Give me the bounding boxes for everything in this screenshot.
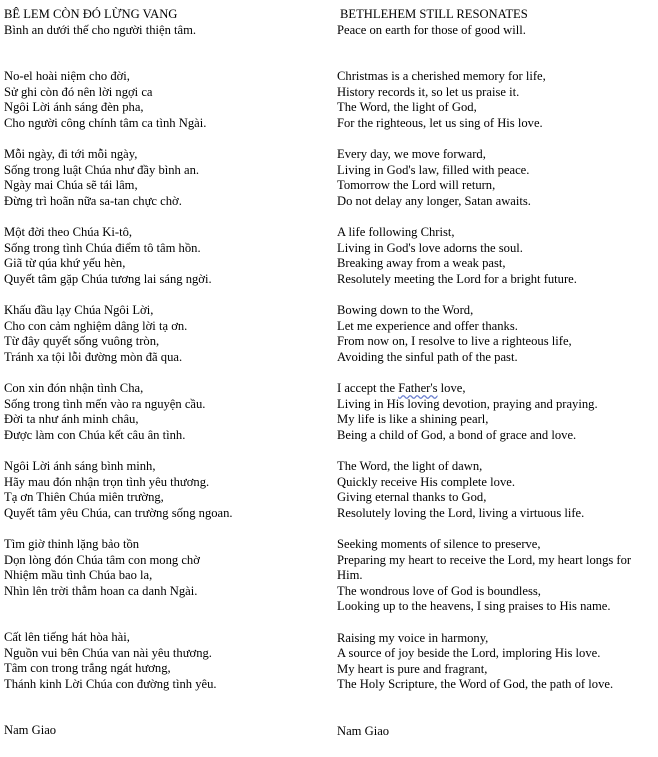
verse-line: A source of joy beside the Lord, imploring His love. — [337, 646, 601, 660]
verse-line: Ngày mai Chúa sẽ tái lâm, — [4, 178, 138, 192]
poem-title: BETHLEHEM STILL RESONATES — [340, 7, 528, 21]
stanza — [4, 630, 324, 692]
poem-title: BÊ LEM CÒN ĐÓ LỪNG VANG — [4, 7, 178, 21]
verse-line: Living in God's law, filled with peace. — [337, 162, 530, 177]
author-signature: Nam Giao — [4, 723, 57, 737]
verse-line: Đời ta như ánh minh châu, — [4, 412, 139, 426]
verse-line: The Holy Scripture, the Word of God, the path of love. — [337, 677, 614, 691]
verse-line: Raising my voice in harmony, — [337, 630, 489, 645]
verse-line: History records it, so let us praise it. — [337, 84, 520, 99]
stanza — [337, 631, 655, 693]
verse-line: Nguồn vui bên Chúa van nài yêu thương. — [4, 645, 212, 660]
verse-line: My heart is pure and fragrant, — [337, 661, 488, 676]
verse-line: Tomorrow the Lord will return, — [337, 178, 496, 192]
verse-line — [337, 381, 655, 397]
verse-line: Ngôi Lời ánh sáng bình minh, — [4, 459, 156, 473]
verse-line: Cất lên tiếng hát hòa hài, — [4, 630, 130, 644]
verse-line: Cho người công chính tâm ca tình Ngài. — [4, 115, 207, 130]
verse-line: Tâm con trong trắng ngát hương, — [4, 661, 171, 675]
stanza — [4, 225, 324, 287]
verse-line: For the righteous, let us sing of His love. — [337, 115, 543, 130]
stanza — [337, 381, 655, 443]
verse-line: Resolutely meeting the Lord for a bright future. — [337, 271, 577, 286]
verse-line: Sống trong luật Chúa như đầy bình an. — [4, 162, 200, 177]
verse-line: Giving eternal thanks to God, — [337, 490, 487, 504]
verse-line: Tìm giờ thinh lặng bảo tồn — [4, 537, 140, 551]
verse-line: Sống trong tình mến vào ra nguyện cầu. — [4, 396, 206, 411]
verse-line: Breaking away from a weak past, — [337, 256, 506, 270]
verse-line: Đừng trì hoãn nữa sa-tan chực chờ. — [4, 193, 182, 208]
stanza — [4, 537, 324, 599]
verse-line: Christmas is a cherished memory for life, — [337, 69, 546, 83]
verse-line: Được làm con Chúa kết câu ân tình. — [4, 427, 186, 442]
stanza — [337, 537, 655, 615]
verse-line: Dọn lòng đón Chúa tâm con mong chờ — [4, 552, 200, 567]
verse-line: Avoiding the sinful path of the past. — [337, 349, 518, 364]
stanza — [4, 381, 324, 443]
verse-line: The Word, the light of God, — [337, 100, 477, 114]
vietnamese-poem-column — [4, 7, 324, 739]
signature-block — [337, 724, 655, 740]
verse-line: My life is like a shining pearl, — [337, 412, 489, 426]
verse-line: Resolutely loving the Lord, living a virtuous life. — [337, 505, 585, 520]
stanza — [337, 147, 655, 209]
verse-line: Cho con cảm nghiệm dâng lời tạ ơn. — [4, 318, 188, 333]
verse-line: Hãy mau đón nhận trọn tình yêu thương. — [4, 474, 210, 489]
verse-line: Mỗi ngày, đi tới mỗi ngày, — [4, 147, 138, 161]
stanza — [337, 225, 655, 287]
stanza — [337, 459, 655, 521]
verse-line: The Word, the light of dawn, — [337, 459, 483, 473]
spellcheck-highlight: Father's — [398, 381, 438, 395]
stanza — [337, 303, 655, 365]
verse-line: No-el hoài niệm cho đời, — [4, 69, 130, 83]
verse-line: Sử ghi còn đó nên lời ngợi ca — [4, 84, 153, 99]
verse-line: Bowing down to the Word, — [337, 303, 474, 317]
verse-line: Con xin đón nhận tình Cha, — [4, 381, 144, 395]
verse-line: Let me experience and offer thanks. — [337, 318, 518, 333]
verse-fragment: love, — [437, 381, 466, 395]
verse-line: Sống trong tình Chúa điểm tô tâm hồn. — [4, 240, 201, 255]
verse-line: Tránh xa tội lỗi đường mòn đã qua. — [4, 349, 183, 364]
verse-line: Do not delay any longer, Satan awaits. — [337, 193, 531, 208]
verse-line: Looking up to the heavens, I sing praises to His name. — [337, 599, 611, 613]
verse-line: Living in God's love adorns the soul. — [337, 240, 523, 255]
verse-line: Seeking moments of silence to preserve, — [337, 537, 541, 551]
stanza — [4, 459, 324, 521]
verse-line: Every day, we move forward, — [337, 147, 486, 161]
verse-line: The wondrous love of God is boundless, — [337, 583, 541, 598]
verse-line: Being a child of God, a bond of grace and love. — [337, 427, 577, 442]
verse-line: Quyết tâm gặp Chúa tương lai sáng ngời. — [4, 271, 212, 286]
verse-line: From now on, I resolve to live a righteous life, — [337, 334, 572, 348]
poem-subtitle: Peace on earth for those of good will. — [337, 22, 526, 37]
verse-line: Living in His loving devotion, praying and praying. — [337, 396, 598, 411]
verse-line: Giã từ qúa khứ yếu hèn, — [4, 256, 126, 270]
verse-line: Tạ ơn Thiên Chúa miên trường, — [4, 490, 164, 504]
verse-line: Preparing my heart to receive the Lord, my heart longs for Him. — [337, 552, 632, 582]
verse-line: Thánh kinh Lời Chúa con đường tình yêu. — [4, 676, 217, 691]
verse-line: Khấu đầu lạy Chúa Ngôi Lời, — [4, 303, 154, 317]
author-signature: Nam Giao — [337, 723, 390, 738]
poem-subtitle: Bình an dưới thế cho người thiện tâm. — [4, 22, 197, 37]
verse-line: Quickly receive His complete love. — [337, 474, 515, 489]
verse-line: Nhiệm mầu tình Chúa bao la, — [4, 568, 153, 582]
verse-line: Ngôi Lời ánh sáng đèn pha, — [4, 100, 144, 114]
verse-line: A life following Christ, — [337, 225, 455, 239]
stanza — [4, 147, 324, 209]
stanza — [4, 303, 324, 365]
signature-block — [4, 723, 324, 739]
verse-line: Quyết tâm yêu Chúa, can trường sống ngoan. — [4, 505, 233, 520]
stanza — [4, 69, 324, 131]
english-translation-column — [337, 7, 655, 739]
verse-line: Một đời theo Chúa Ki-tô, — [4, 225, 133, 239]
verse-fragment: I accept the — [337, 381, 399, 395]
verse-line: Từ đây quyết sống vuông tròn, — [4, 334, 160, 348]
verse-line: Nhìn lên trời thẳm hoan ca danh Ngài. — [4, 583, 198, 598]
stanza — [337, 69, 655, 131]
